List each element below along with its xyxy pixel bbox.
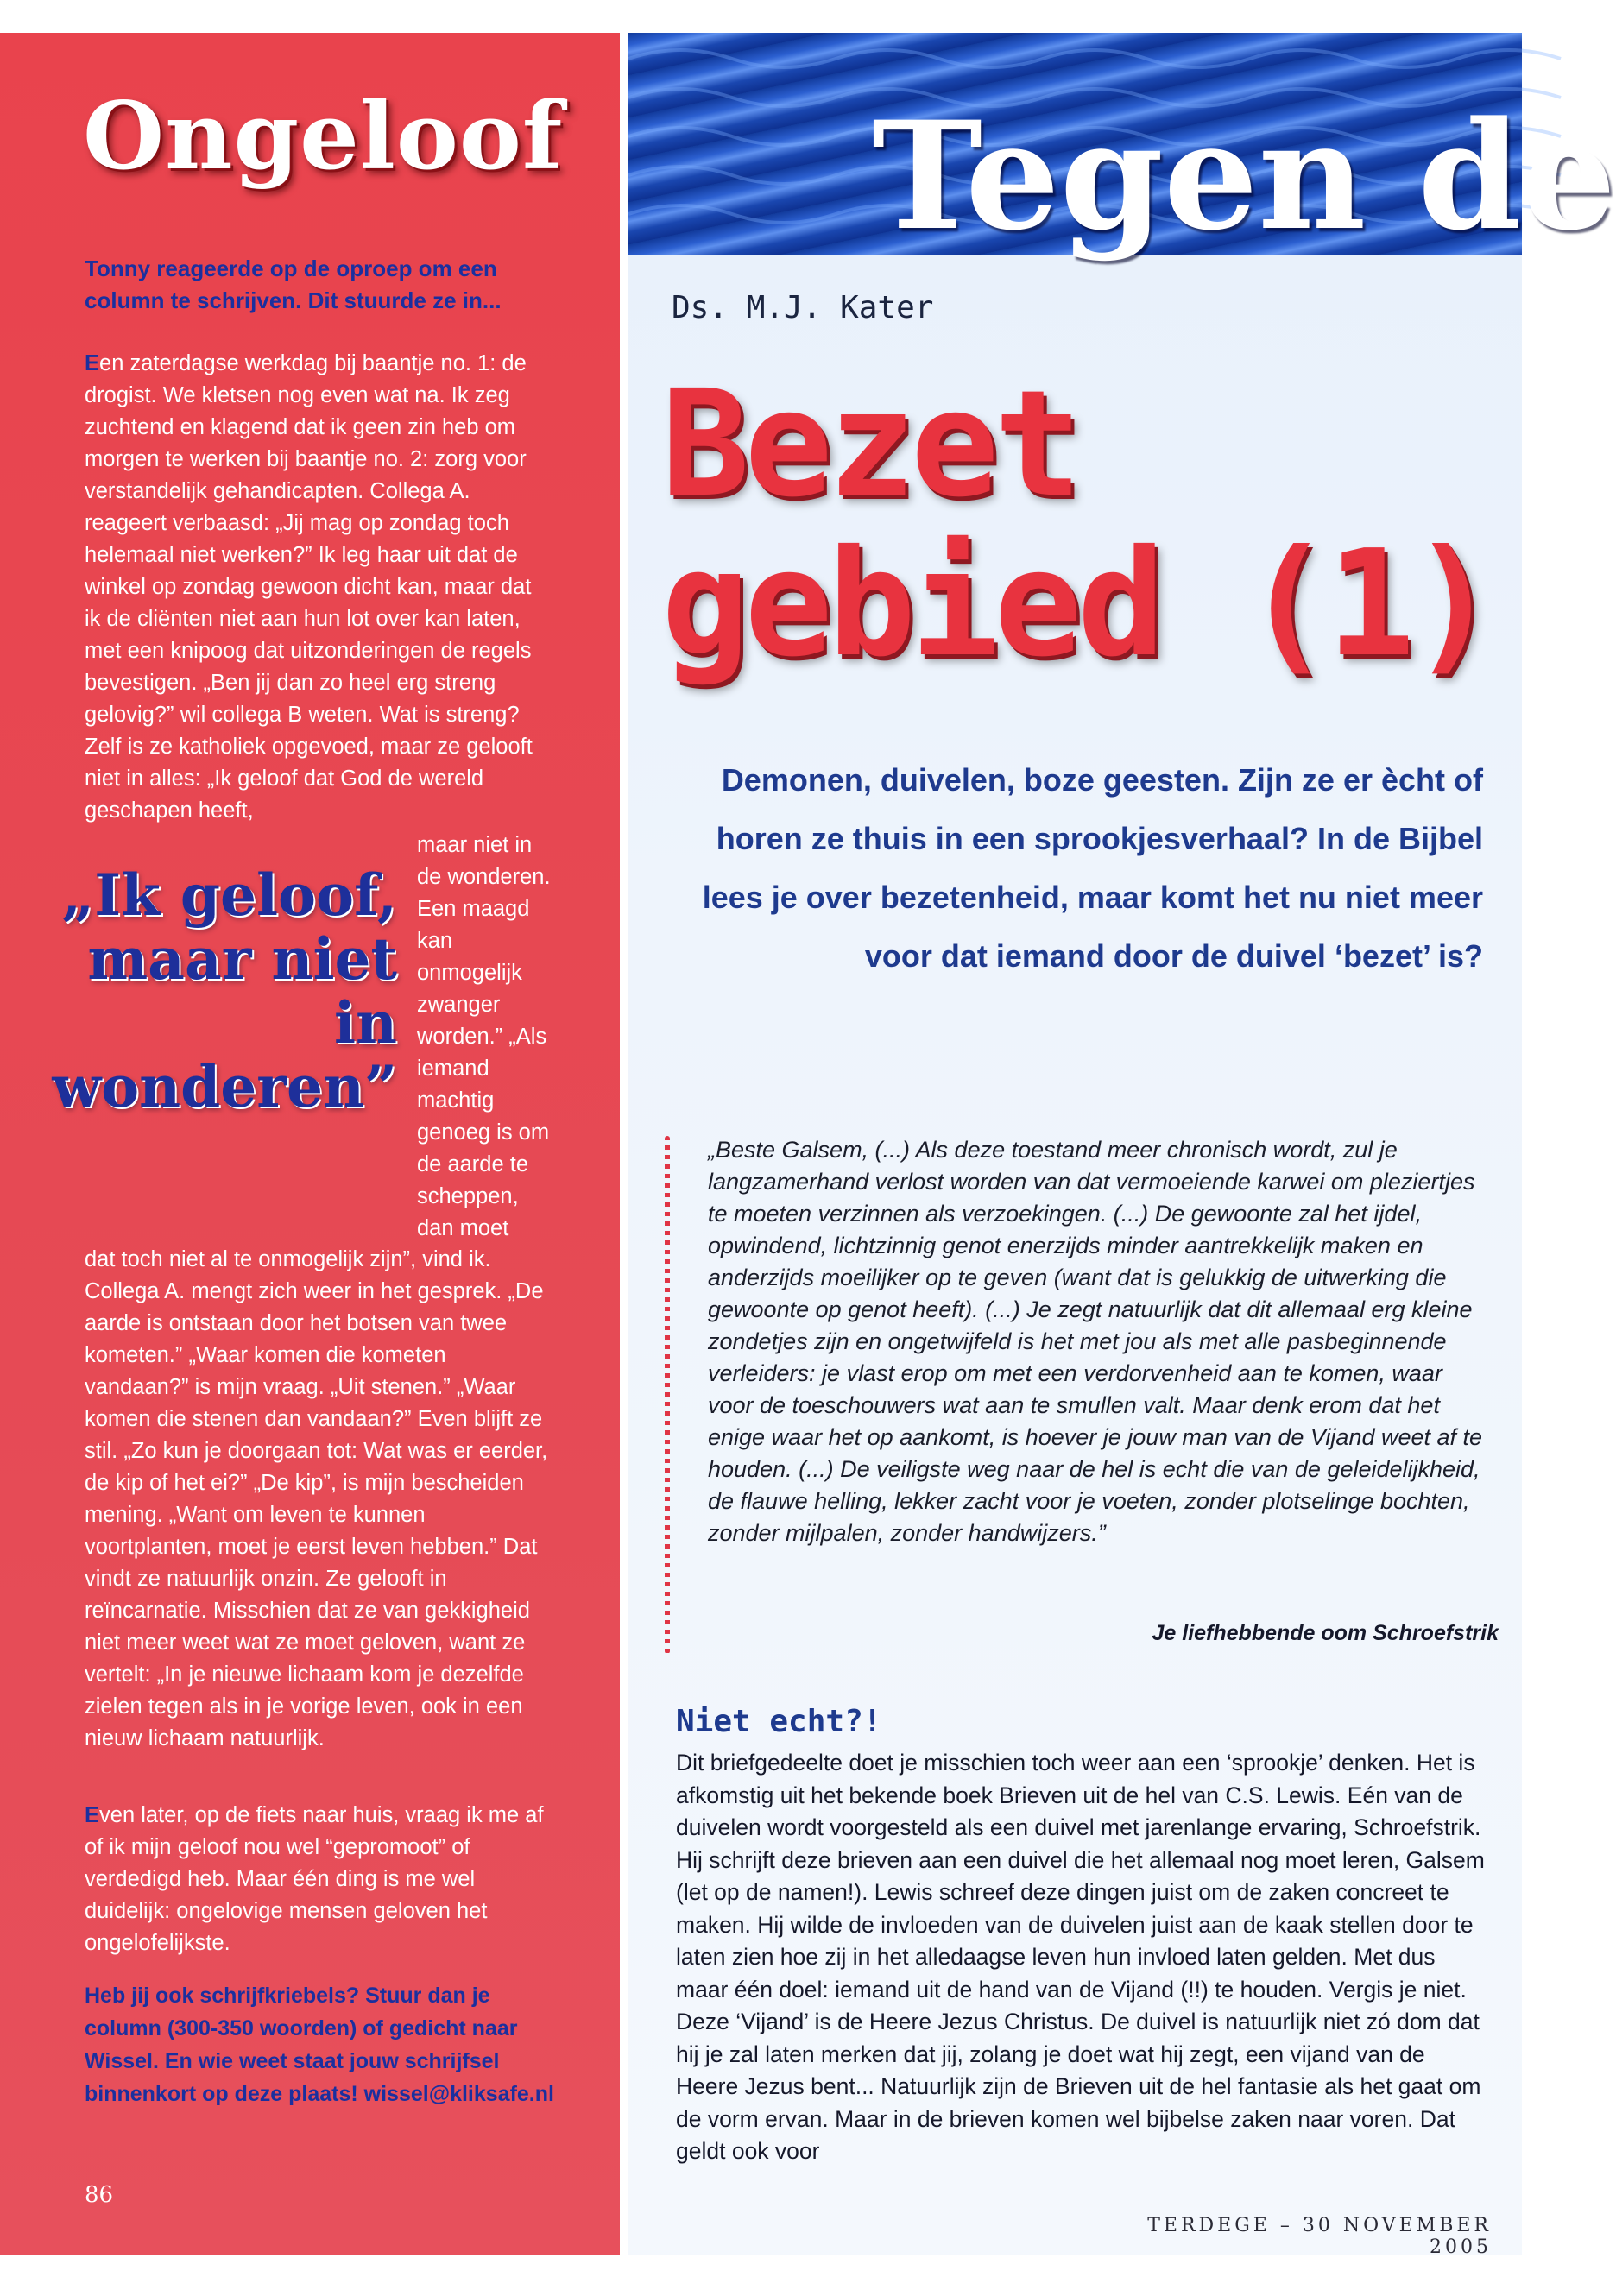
column-paragraph-1c: dat toch niet al te onmogelijk zijn”, vind ik. Collega A. mengt zich weer in het gesprek. „De aarde is ontstaan door het botsen van twee kometen.” „Waar komen die kometen vandaan?” is mijn vraag. „Uit stenen.” „Waar komen die stenen dan vandaan?” Even blijft ze stil. „Zo kun je doorgaan tot: Wat was er eerder, de kip of het ei?” „De kip”, is mijn bescheiden mening. „Want om leven te kunnen voortplanten, moet je eerst leven hebben.” Dat vindt ze natuurlijk onzin. Ze gelooft in reïncarnatie. Misschien dat ze van gekkigheid niet meer weet wat ze moet geloven, want ze vertelt: „In je nieuwe lichaam kom je dezelfde zielen tegen als in je vorige leven, ook in een nieuw lichaam natuurlijk. (85, 1247, 548, 1750)
wave-banner (628, 33, 1616, 263)
page-footer: TERDEGE – 30 NOVEMBER 2005 (1147, 2215, 1492, 2258)
pull-quote: „Ik geloof, maar niet in wonderen” (52, 861, 397, 1120)
article-lead: Demonen, duivelen, boze geesten. Zijn ze er ècht of horen ze thuis in een sprookjesverhaal? In de Bijbel lees je over bezetenheid, maar komt het nu niet meer voor dat iemand door de duivel ‘bezet’ is? (702, 762, 1483, 974)
dropcap: E (85, 1803, 100, 1827)
quote-signature: Je liefhebbende oom Schroefstrik (1152, 1621, 1499, 1645)
page-number: 86 (85, 2182, 114, 2208)
section-heading: Niet echt?! (676, 1704, 882, 1739)
article-title (661, 359, 1493, 690)
column-intro: Tonny reageerde op de oproep om een column te schrijven. Dit stuurde ze in... (85, 255, 502, 313)
column-title: Ongeloof (83, 82, 564, 191)
column-paragraph-1a (85, 348, 549, 827)
letter-quote (665, 1110, 1499, 1662)
banner-title: Tegen de (872, 88, 1616, 263)
paragraph-text: ven later, op de fiets naar huis, vraag ik me af of ik mijn geloof nou wel “gepromoot” of verdedigd heb. Maar één ding is me wel duidelijk: ongelovige mensen geloven het ongelofelijkste. (85, 1803, 544, 1955)
paragraph-text: en zaterdagse werkdag bij baantje no. 1: de drogist. We kletsen nog even wat na. Ik zeg zuchtend en klagend dat ik geen zin heb om morgen te werken bij baantje no. 2: zorg voor verstandelijk gehandicapten. Collega A. reageert verbaasd: „Jij mag op zondag toch helemaal niet werken?” Ik leg haar uit dat de winkel op zondag gewoon dicht kan, maar dat ik de cliënten niet aan hun lot over kan laten, met een knipoog dat uitzonderingen de regels bevestigen. „Ben jij dan zo heel erg streng gelovig?” wil collega B weten. Wat is streng? Zelf is ze katholiek opgevoed, maar ze gelooft niet in alles: „Ik geloof dat God de wereld geschapen heeft, (85, 351, 533, 823)
dropcap: E (85, 351, 100, 375)
quote-text: „Beste Galsem, (...) Als deze toestand meer chronisch wordt, zul je langzamerhand verlost worden van dat vermoeiende karwei om pleziertjes te moeten verzinnen als verzoekingen. (...) De gewoonte zal het ijdel, opwindend, lichtzinnig genot enerzijds minder aantrekkelijk maken en anderzijds moeilijker op te geven (want dat is gelukkig de uitwerking die gewoonte op genot heeft). (...) Je zegt natuurlijk dat dit allemaal erg kleine zondetjes zijn en ongetwijfeld is het met jou als met alle pasbeginnende verleiders: je vlast erop om met een verdorvenheid aan te komen, waar voor de toeschouwers wat aan te smullen valt. Maar denk erom dat het enige waar het op aankomt, is hoever je jouw man van de Vijand weet af te houden. (...) De veiligste weg naar de hel is echt die van de geleidelijkheid, de flauwe helling, lekker zacht voor je voeten, zonder plotselinge bochten, zonder mijlpalen, zonder handwijzers.” (708, 1137, 1483, 1546)
column-paragraph-1b: maar niet in de wonderen. Een maagd kan onmogelijk zwanger worden.” „Als iemand machtig genoeg is om de aarde te scheppen, dan moet (417, 833, 551, 1240)
author: Ds. M.J. Kater (672, 290, 934, 325)
title-line-2: gebied (1) (661, 519, 1493, 690)
dotted-rule (665, 1136, 670, 1654)
right-column (628, 33, 1616, 2258)
body-text: Dit briefgedeelte doet je misschien toch weer aan een ‘sprookje’ denken. Het is afkomstig uit het bekende boek Brieven uit de hel van C.S. Lewis. Eén van de duivelen wordt voorgesteld als een duivel met jarenlange ervaring, Schroefstrik. Hij schrijft deze brieven aan een duivel die het allemaal nog moet leren, Galsem (let op de namen!). Lewis schreef deze dingen juist om de zaken concreet te maken. Hij wilde de invloeden van de duivelen juist aan de kaak stellen door te laten zien hoe zij in het alledaagse leven hun invloed laten gelden. Met dus maar één doel: iemand uit de hand van de Vijand (!!) te houden. Vergis je niet. Deze ‘Vijand’ is de Heere Jezus Christus. De duivel is natuurlijk niet zó dom dat hij je zal laten merken dat jij, zolang je doet wat hij zegt, een vijand van de Heere Jezus bent... Natuurlijk zijn de Brieven uit de hel fantasie als het gaat om de vorm ervan. Maar in de brieven komen wel bijbelse zaken naar voren. Dat geldt ook voor (676, 1750, 1485, 2164)
call-to-action: Heb jij ook schrijfkriebels? Stuur dan je column (300-350 woorden) of gedicht naar Wissel. En wie weet staat jouw schrijfsel binnenkort op deze plaats! wissel@kliksafe.nl (85, 1984, 554, 2106)
title-line-1: Bezet (661, 359, 1077, 530)
column-paragraph-2 (85, 1800, 555, 1959)
